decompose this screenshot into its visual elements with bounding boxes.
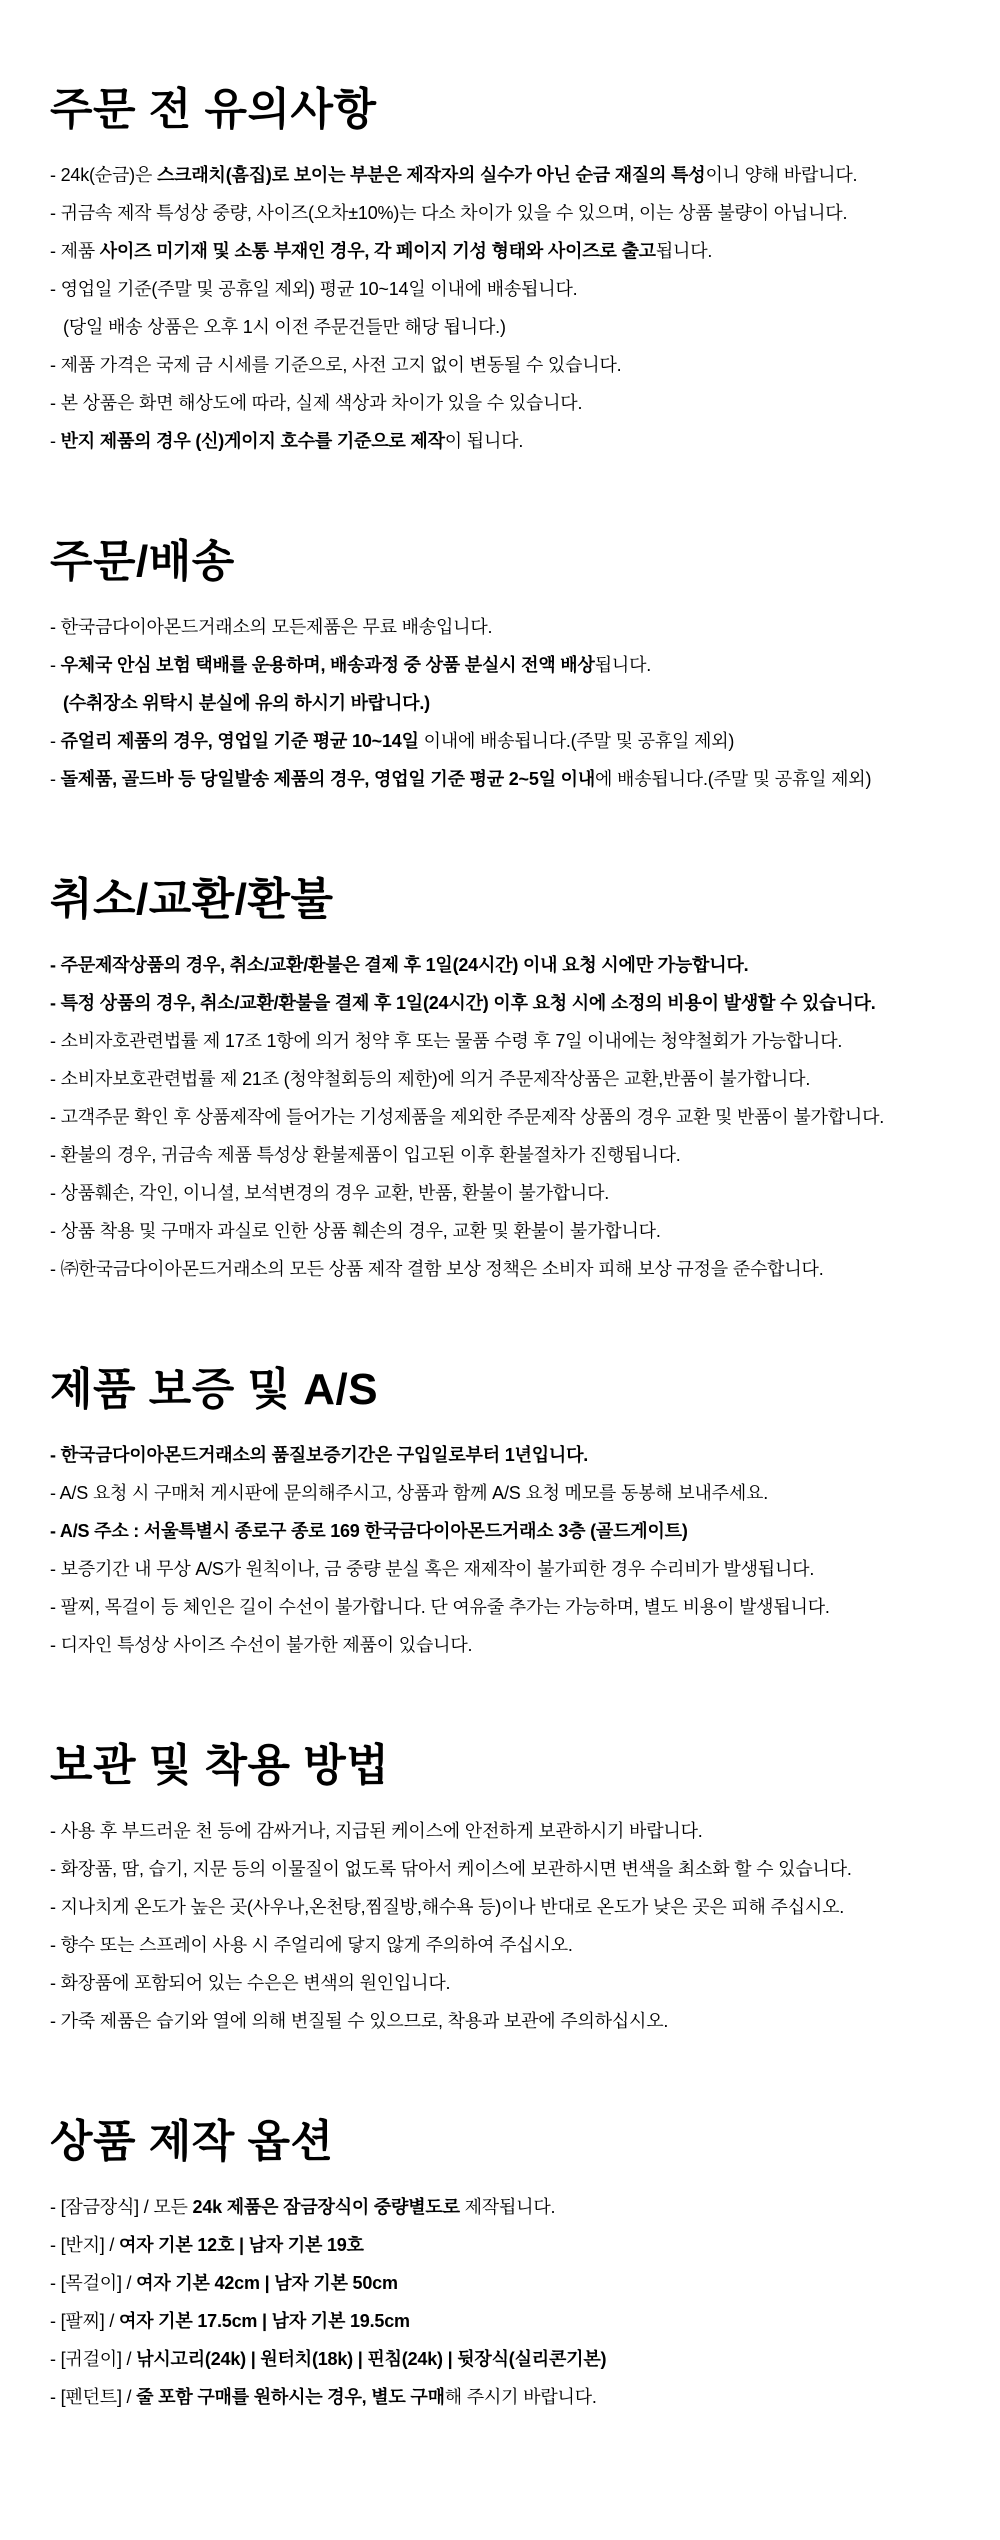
text-run: 여자 기본 12호 | 남자 기본 19호 <box>118 2235 364 2255</box>
text-run: - <box>50 731 61 751</box>
text-run: - 소비자보호관련법률 제 21조 (청약철회등의 제한)에 의거 주문제작상품은 교환,반품이 불가합니다. <box>50 1069 811 1089</box>
text-run: - 제품 가격은 국제 금 시세를 기준으로, 사전 고지 없이 변동될 수 있습니다. <box>50 355 622 375</box>
text-run: - [잠금장식] / 모든 <box>50 2197 193 2217</box>
text-run: - ㈜한국금다이아몬드거래소의 모든 상품 제작 결함 보상 정책은 소비자 피해 보상 규정을 준수합니다. <box>50 1259 824 1279</box>
text-run: - 제품 <box>50 241 100 261</box>
notice-list <box>50 608 980 798</box>
text-run: - 본 상품은 화면 해상도에 따라, 실제 색상과 차이가 있을 수 있습니다. <box>50 393 583 413</box>
notice-line <box>50 1588 980 1626</box>
text-run: - 귀금속 제작 특성상 중량, 사이즈(오차±10%)는 다소 차이가 있을 수 있으며, 이는 상품 불량이 아닙니다. <box>50 203 848 223</box>
notice-line <box>50 270 980 308</box>
notice-list <box>50 156 980 460</box>
text-run: (수취장소 위탁시 분실에 유의 하시기 바랍니다.) <box>63 693 430 713</box>
text-run: - A/S 요청 시 구매처 게시판에 문의해주시고, 상품과 함께 A/S 요청 메모를 동봉해 보내주세요. <box>50 1483 769 1503</box>
notice-line <box>50 1550 980 1588</box>
text-run: 이 됩니다. <box>444 431 524 451</box>
notice-line <box>50 1474 980 1512</box>
section-title: 주문/배송 <box>50 537 235 586</box>
notice-line <box>50 1926 980 1964</box>
notice-line <box>50 156 980 194</box>
section-options <box>50 2117 980 2416</box>
section-pre-order <box>50 85 980 460</box>
text-run: - 화장품, 땀, 습기, 지문 등의 이물질이 없도록 닦아서 케이스에 보관하시면 변색을 최소화 할 수 있습니다. <box>50 1859 852 1879</box>
notice-list <box>50 1436 980 1664</box>
section-title: 제품 보증 및 A/S <box>50 1365 379 1414</box>
notice-list <box>50 2188 980 2416</box>
notice-line <box>50 984 980 1022</box>
section-warranty-as <box>50 1365 980 1664</box>
text-run: 24k 제품은 잠금장식이 중량별도로 <box>192 2197 460 2217</box>
text-run: 됩니다. <box>655 241 713 261</box>
notice-line <box>50 1174 980 1212</box>
notice-line <box>50 1212 980 1250</box>
notice-line <box>50 384 980 422</box>
text-run: - 한국금다이아몬드거래소의 모든제품은 무료 배송입니다. <box>50 617 493 637</box>
notice-line <box>50 1812 980 1850</box>
section-title: 보관 및 착용 방법 <box>50 1741 390 1790</box>
text-run: - <box>50 655 61 675</box>
text-run: 여자 기본 17.5cm | 남자 기본 19.5cm <box>118 2311 410 2331</box>
section-care <box>50 1741 980 2040</box>
text-run: - 주문제작상품의 경우, 취소/교환/환불은 결제 후 1일(24시간) 이내 요청 시에만 가능합니다. <box>50 955 749 975</box>
text-run: - [펜던트] / <box>50 2387 137 2407</box>
text-run: - [목걸이] / <box>50 2273 137 2293</box>
text-run: 우체국 안심 보험 택배를 운용하며, 배송과정 중 상품 분실시 전액 배상 <box>60 655 595 675</box>
section-title: 취소/교환/환불 <box>50 875 334 924</box>
text-run: - 보증기간 내 무상 A/S가 원칙이나, 금 중량 분실 혹은 재제작이 불가피한 경우 수리비가 발생됩니다. <box>50 1559 815 1579</box>
text-run: - [반지] / <box>50 2235 119 2255</box>
notice-line <box>50 2188 980 2226</box>
text-run: - [팔찌] / <box>50 2311 119 2331</box>
notice-line <box>50 308 980 346</box>
text-run: - <box>50 431 61 451</box>
notice-line <box>50 1098 980 1136</box>
notice-line <box>50 1512 980 1550</box>
text-run: - 고객주문 확인 후 상품제작에 들어가는 기성제품을 제외한 주문제작 상품의 경우 교환 및 반품이 불가합니다. <box>50 1107 885 1127</box>
notice-line <box>50 194 980 232</box>
text-run: 스크래치(흠집)로 보이는 부분은 제작자의 실수가 아닌 순금 재질의 특성 <box>156 165 706 185</box>
notice-line <box>50 1250 980 1288</box>
text-run: 해 주시기 바랍니다. <box>444 2387 597 2407</box>
notice-line <box>50 422 980 460</box>
text-run: - 상품훼손, 각인, 이니셜, 보석변경의 경우 교환, 반품, 환불이 불가합니다. <box>50 1183 610 1203</box>
text-run: - 화장품에 포함되어 있는 수은은 변색의 원인입니다. <box>50 1973 451 1993</box>
notice-line <box>50 2002 980 2040</box>
text-run: - <box>50 769 61 789</box>
text-run: 이니 양해 바랍니다. <box>705 165 858 185</box>
notice-list <box>50 946 980 1288</box>
section-title: 주문 전 유의사항 <box>50 85 377 134</box>
text-run: - 한국금다이아몬드거래소의 품질보증기간은 구입일로부터 1년입니다. <box>50 1445 589 1465</box>
text-run: - 특정 상품의 경우, 취소/교환/환불을 결제 후 1일(24시간) 이후 요청 시에 소정의 비용이 발생할 수 있습니다. <box>50 993 876 1013</box>
section-title: 상품 제작 옵션 <box>50 2117 334 2166</box>
notice-line <box>50 946 980 984</box>
notice-line <box>50 2340 980 2378</box>
notice-line <box>50 722 980 760</box>
text-run: 됩니다. <box>594 655 652 675</box>
text-run: 낚시고리(24k) | 원터치(18k) | 핀침(24k) | 뒷장식(실리콘기본) <box>136 2349 607 2369</box>
notice-line <box>50 2264 980 2302</box>
notice-line <box>50 2378 980 2416</box>
text-run: 줄 포함 구매를 원하시는 경우, 별도 구매 <box>136 2387 445 2407</box>
text-run: - 가죽 제품은 습기와 열에 의해 변질될 수 있으므로, 착용과 보관에 주의하십시오. <box>50 2011 669 2031</box>
text-run: 여자 기본 42cm | 남자 기본 50cm <box>136 2273 398 2293</box>
text-run: - 영업일 기준(주말 및 공휴일 제외) 평균 10~14일 이내에 배송됩니다. <box>50 279 578 299</box>
section-cancel-exchange-refund <box>50 875 980 1288</box>
notice-line <box>50 346 980 384</box>
text-run: - 지나치게 온도가 높은 곳(사우나,온천탕,찜질방,해수욕 등)이나 반대로 온도가 낮은 곳은 피해 주십시오. <box>50 1897 845 1917</box>
notice-line <box>50 2226 980 2264</box>
notice-line <box>50 760 980 798</box>
text-run: - A/S 주소 : 서울특별시 종로구 종로 169 한국금다이아몬드거래소 3층 (골드게이트) <box>50 1521 688 1541</box>
notice-line <box>50 1888 980 1926</box>
text-run: - 향수 또는 스프레이 사용 시 주얼리에 닿지 않게 주의하여 주십시오. <box>50 1935 573 1955</box>
text-run: - 24k(순금)은 <box>50 165 157 185</box>
notice-line <box>50 1850 980 1888</box>
text-run: - 사용 후 부드러운 천 등에 감싸거나, 지급된 케이스에 안전하게 보관하시기 바랍니다. <box>50 1821 703 1841</box>
notice-line <box>50 1136 980 1174</box>
text-run: 쥬얼리 제품의 경우, 영업일 기준 평균 10~14일 <box>60 731 419 751</box>
text-run: - 상품 착용 및 구매자 과실로 인한 상품 훼손의 경우, 교환 및 환불이 불가합니다. <box>50 1221 661 1241</box>
text-run: 제작됩니다. <box>459 2197 556 2217</box>
notice-content <box>50 85 980 2416</box>
text-run: - 소비자호관련법률 제 17조 1항에 의거 청약 후 또는 물품 수령 후 7일 이내에는 청약철회가 가능합니다. <box>50 1031 843 1051</box>
text-run: 반지 제품의 경우 (신)게이지 호수를 기준으로 제작 <box>60 431 445 451</box>
notice-line <box>50 1060 980 1098</box>
notice-line <box>50 1964 980 2002</box>
text-run: (당일 배송 상품은 오후 1시 이전 주문건들만 해당 됩니다.) <box>63 317 506 337</box>
section-order-shipping <box>50 537 980 798</box>
text-run: 이내에 배송됩니다.(주말 및 공휴일 제외) <box>418 731 735 751</box>
notice-line <box>50 1626 980 1664</box>
notice-line <box>50 646 980 684</box>
notice-line <box>50 1436 980 1474</box>
text-run: - [귀걸이] / <box>50 2349 137 2369</box>
text-run: - 환불의 경우, 귀금속 제품 특성상 환불제품이 입고된 이후 환불절차가 진행됩니다. <box>50 1145 681 1165</box>
text-run: - 팔찌, 목걸이 등 체인은 길이 수선이 불가합니다. 단 여유줄 추가는 가능하며, 별도 비용이 발생됩니다. <box>50 1597 830 1617</box>
notice-line <box>50 2302 980 2340</box>
text-run: 에 배송됩니다.(주말 및 공휴일 제외) <box>595 769 872 789</box>
notice-list <box>50 1812 980 2040</box>
text-run: 돌제품, 골드바 등 당일발송 제품의 경우, 영업일 기준 평균 2~5일 이내 <box>60 769 596 789</box>
notice-line <box>50 684 980 722</box>
notice-line <box>50 1022 980 1060</box>
text-run: - 디자인 특성상 사이즈 수선이 불가한 제품이 있습니다. <box>50 1635 473 1655</box>
text-run: 사이즈 미기재 및 소통 부재인 경우, 각 페이지 기성 형태와 사이즈로 출고 <box>99 241 656 261</box>
notice-line <box>50 608 980 646</box>
notice-line <box>50 232 980 270</box>
